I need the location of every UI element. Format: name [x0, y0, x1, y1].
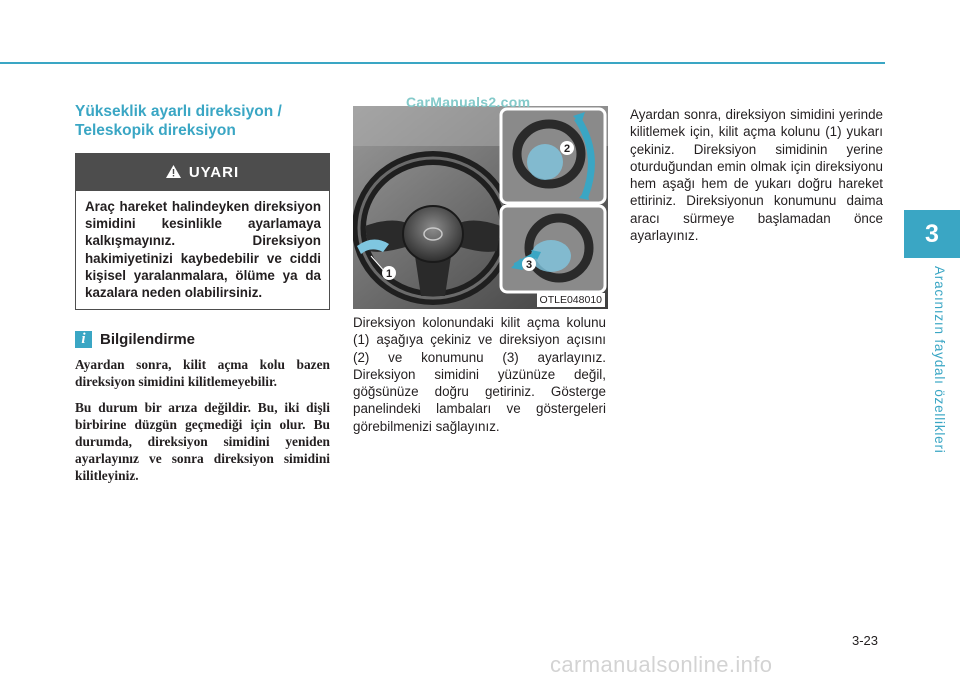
callout-1: 1 — [385, 268, 393, 280]
warning-header — [76, 154, 329, 191]
figure-code: OTLE048010 — [537, 293, 605, 307]
section-title — [75, 102, 330, 140]
header-rule — [0, 62, 885, 64]
chapter-tab[interactable] — [904, 210, 960, 258]
chapter-number: 3 — [925, 219, 939, 248]
lock-instruction-text: Ayardan sonra, direksiyon simidini yerinde kilitlemek için, kilit açma kolunu (1) yukarı çekiniz. Direksiyon simidinin yerine oturduğundan emin olmak için direksiyonu hem aşağı hem de yukarı doğru hareket ettiriniz. Direksiyonun konumunu daima aracı sürmeye başlamadan önce ayarlayınız. — [630, 107, 883, 244]
warning-triangle-icon — [166, 165, 181, 181]
info-icon: i — [75, 331, 92, 348]
section-title-line-2: Teleskopik direksiyon — [75, 122, 236, 139]
steering-wheel-figure — [353, 106, 608, 309]
watermark: CarManuals2.com — [406, 94, 531, 110]
warning-box — [75, 153, 330, 310]
instruction-text: Direksiyon kolonundaki kilit açma kolunu (1) aşağıya çekiniz ve direksiyon açısını (2) ve konumunu (3) ayarlayınız. Direksiyon simidini yüzünüze değil, göğsünüze doğru getiriniz. Gösterge panelindeki lambaları ve göstergeleri görebilmenizi sağlayınız. — [353, 315, 606, 434]
chapter-title: Aracınızın faydalı özellikleri — [932, 266, 947, 454]
warning-text: Araç hareket halindeyken direksiyon simidini kesinlikle ayarlamaya kalkışmayınız. Direksiyon hakimiyetinizi kaybedebilir ve ciddi kişisel yaralanmalara, ölüme ya da kazalara neden olabilirsiniz. — [85, 199, 321, 301]
left-column — [75, 102, 330, 485]
footer-watermark: carmanualsonline.info — [550, 652, 773, 677]
callout-2: 2 — [563, 143, 571, 155]
callout-3: 3 — [525, 259, 533, 271]
info-title: Bilgilendirme — [100, 331, 196, 349]
warning-label: UYARI — [188, 164, 240, 181]
steering-wheel-illustration — [353, 106, 608, 309]
info-paragraph-2: Bu durum bir arıza değildir. Bu, iki dişli birbirine düzgün geçmediği için olur. Bu durumda, direksiyon simidini yeniden ayarlayınız ve sonra direksiyon simidini kilitleyiniz. — [75, 399, 330, 484]
page-number: 3-23 — [852, 633, 879, 648]
info-paragraph-1: Ayardan sonra, kilit açma kolu bazen direksiyon simidini kilitlemeyebilir. — [75, 357, 330, 390]
info-header — [75, 331, 330, 348]
section-title-line-1: Yükseklik ayarlı direksiyon / — [75, 103, 282, 120]
